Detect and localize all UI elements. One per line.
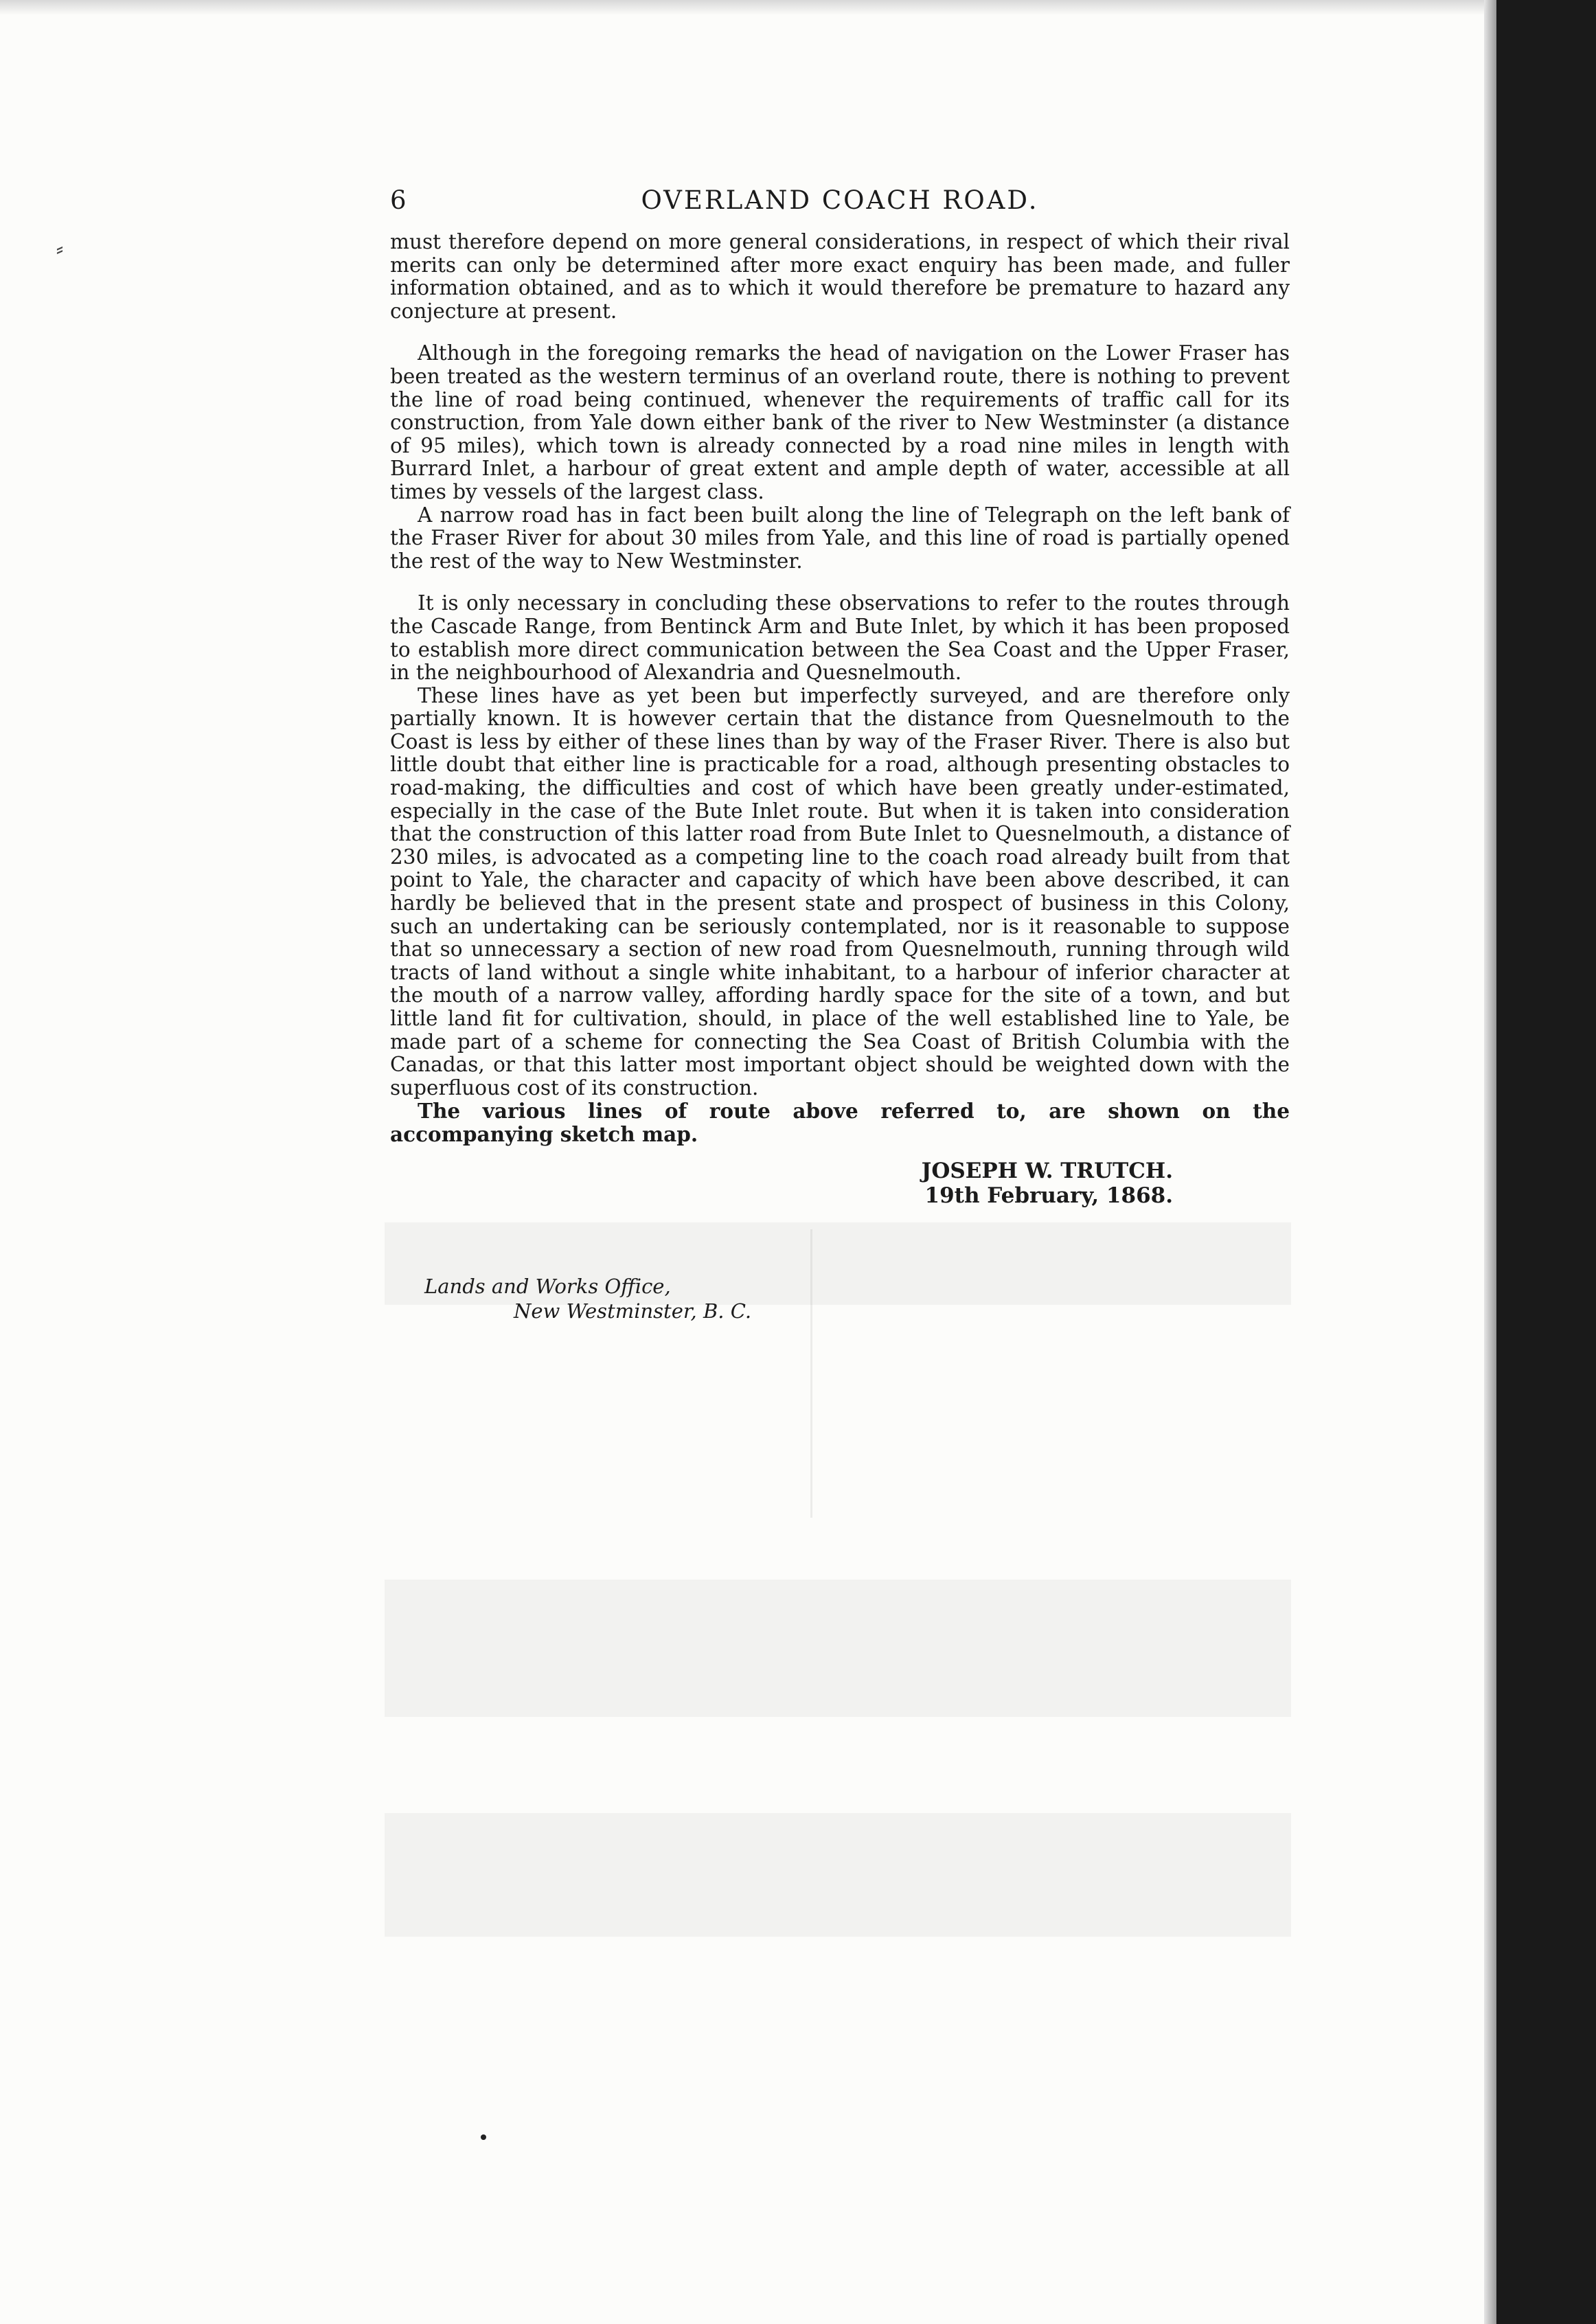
office-line-2: New Westminster, B. C. [514, 1299, 752, 1323]
fold-line [810, 1229, 812, 1518]
signature-block [390, 1159, 1290, 1208]
scan-right-border [1496, 0, 1596, 2324]
paragraph-continuation: must therefore depend on more general considerations, in respect of which their rival merits can only be determined after more exact enquiry has been made, and fuller information obtained, and as to which it would therefore be premature to hazard any conjecture at present. [390, 230, 1290, 323]
scan-binding-shadow [1484, 0, 1496, 2324]
office-line-1: Lands and Works Office, [424, 1275, 671, 1298]
bleed-through-area [385, 1813, 1291, 1937]
ink-dot [481, 2134, 486, 2140]
document-body [390, 185, 1290, 1208]
page-title: OVERLAND COACH ROAD. [641, 185, 1039, 215]
paragraph-bute-inlet: These lines have as yet been but imperfectly surveyed, and are therefore only partially known. It is however certain that the distance from Quesnelmouth to the Coast is less by either of these lines than by way of the Fraser River. There is also but little doubt that either line is practicable for a road, although presenting obstacles to road-making, the difficulties and cost of which have been greatly under-estimated, especially in the case of the Bute Inlet route. But when it is taken into consideration that the construction of this latter road from Bute Inlet to Quesnelmouth, a distance of 230 miles, is advocated as a competing line to the coach road already built from that point to Yale, the character and capacity of which have been above described, it can hardly be believed that in the present state and prospect of business in this Colony, such an undertaking can be seriously contemplated, nor is it reasonable to suppose that so unnecessary a section of new road from Quesnelmouth, running through wild tracts of land without a single white inhabitant, to a harbour of inferior character at the mouth of a narrow valley, affording hardly space for the site of a town, and but little land fit for cultivation, should, in place of the well established line to Yale, be made part of a scheme for connecting the Sea Coast of British Columbia with the Canadas, or that this latter most important object should be weighted down with the superfluous cost of its construction. [390, 683, 1290, 1100]
scan-top-edge [0, 0, 1484, 15]
signature-date: 19th February, 1868. [924, 1183, 1173, 1208]
paragraph-telegraph-road: A narrow road has in fact been built along the line of Telegraph on the left bank of the Fraser River for about 30 miles from Yale, and this line of road is partially opened the rest of the way to New Westminster. [390, 503, 1290, 573]
paragraph-cascade-routes: It is only necessary in concluding these observations to refer to the routes through the Cascade Range, from Bentinck Arm and Bute Inlet, by which it has been proposed to establish more direct communication between the Sea Coast and the Upper Fraser, in the neighbourhood of Alexandria and Quesnelmouth. [390, 591, 1290, 685]
signatory-name: JOSEPH W. TRUTCH. [921, 1158, 1173, 1183]
running-head [390, 185, 1290, 220]
paragraph-sketch-map: The various lines of route above referred to, are shown on the accompanying sketch map. [390, 1099, 1290, 1146]
margin-mark: ⸗ [56, 237, 63, 261]
page-number: 6 [390, 185, 409, 215]
paragraph-western-terminus: Although in the foregoing remarks the head of navigation on the Lower Fraser has been treated as the western terminus of an overland route, there is nothing to prevent the line of road being continued, whenever the requirements of traffic call for its construction, from Yale down either bank of the river to New Westminster (a distance of 95 miles), which town is already connected by a road nine miles in length with Burrard Inlet, a harbour of great extent and ample depth of water, accessible at all times by vessels of the largest class. [390, 341, 1290, 503]
office-address [424, 1274, 751, 1323]
bleed-through-area [385, 1580, 1291, 1717]
